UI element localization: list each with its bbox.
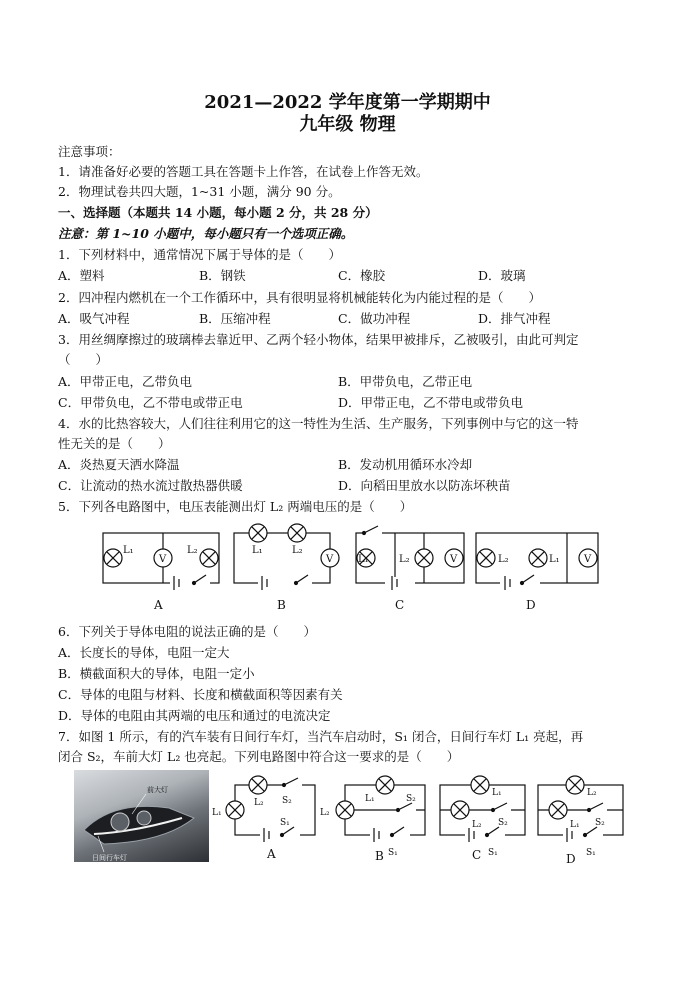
- option: A．长度长的导体，电阻一定大: [58, 645, 230, 660]
- note-item: 2．物理试卷共四大题，1~31 小题，满分 90 分。: [58, 184, 341, 199]
- lamp-label: L₁: [212, 808, 222, 818]
- option: C．让流动的热水流过散热器供暖: [58, 478, 243, 493]
- voltmeter-label: V: [326, 554, 334, 565]
- headlight-label: 前大灯: [147, 786, 168, 794]
- option: D．排气冲程: [478, 311, 551, 326]
- figure-label-d: D: [566, 852, 576, 866]
- option: A．炎热夏天洒水降温: [58, 457, 180, 472]
- option: A．吸气冲程: [58, 311, 130, 326]
- lamp-label: L₂: [292, 545, 303, 556]
- option: B．甲带负电，乙带正电: [338, 374, 473, 389]
- lamp-label: L₁: [549, 554, 560, 565]
- option: C．甲带负电，乙不带电或带正电: [58, 395, 243, 410]
- lamp-label: L₁: [492, 788, 502, 798]
- switch-label: S₂: [406, 794, 416, 804]
- question-stem: 3．用丝绸摩擦过的玻璃棒去靠近甲、乙两个轻小物体，结果甲被排斥，乙被吸引，由此可判定: [58, 332, 579, 347]
- question-stem: 2．四冲程内燃机在一个工作循环中，具有很明显将机械能转化为内能过程的是（ ）: [58, 290, 541, 305]
- lamp-label: L₂: [187, 545, 198, 556]
- exam-subject: 九年级 物理: [299, 114, 396, 135]
- figure-label-c: C: [472, 848, 482, 862]
- option: C．导体的电阻与材料、长度和横截面积等因素有关: [58, 687, 343, 702]
- voltmeter-label: V: [159, 554, 167, 565]
- notes-heading: 注意事项：: [58, 144, 121, 159]
- question-stem: 1．下列材料中，通常情况下属于导体的是（ ）: [58, 247, 341, 262]
- figure-label-c: C: [395, 598, 405, 612]
- daylight-label: 日间行车灯: [92, 854, 127, 862]
- option: C．做功冲程: [338, 311, 411, 326]
- figure-label-a: A: [267, 847, 276, 861]
- option: D．甲带正电，乙不带电或带负电: [338, 395, 524, 410]
- switch-label: S₁: [488, 848, 498, 858]
- question-stem: 4．水的比热容较大，人们往往利用它的这一特性为生活、生产服务，下列事例中与它的这一特: [58, 416, 579, 431]
- option: D．向稻田里放水以防冻坏秧苗: [338, 478, 511, 493]
- exam-title: 2021—2022 学年度第一学期期中: [204, 92, 491, 113]
- question-stem: 7．如图 1 所示，有的汽车装有日间行车灯，当汽车启动时，S₁ 闭合，日间行车灯 L₁ 亮起，再: [58, 729, 584, 744]
- lamp-label: L₂: [498, 554, 509, 565]
- lamp-label: L₁: [123, 545, 134, 556]
- lamp-label: L₂: [254, 798, 264, 808]
- lamp-label: L₁: [358, 554, 369, 565]
- note-item: 1．请准备好必要的答题工具在答题卡上作答，在试卷上作答无效。: [58, 164, 429, 179]
- question-stem-cont: （ ）: [58, 352, 109, 367]
- option: D．导体的电阻由其两端的电压和通过的电流决定: [58, 708, 331, 723]
- lamp-label: L₂: [320, 808, 330, 818]
- section-note: 注意：第 1~10 小题中，每小题只有一个选项正确。: [58, 226, 354, 241]
- switch-label: S₁: [388, 848, 398, 858]
- figure-label-b: B: [277, 598, 286, 612]
- lamp-label: L₂: [399, 554, 410, 565]
- option: D．玻璃: [478, 268, 526, 283]
- voltmeter-label: V: [450, 554, 458, 565]
- question-stem-cont: 闭合 S₂，车前大灯 L₂ 也亮起。下列电路图中符合这一要求的是（ ）: [58, 749, 460, 764]
- q7-circuits: [210, 765, 630, 870]
- car-headlight-photo: [74, 770, 209, 862]
- figure-label-a: A: [154, 598, 163, 612]
- lamp-label: L₂: [472, 820, 482, 830]
- option: B．横截面积大的导体，电阻一定小: [58, 666, 255, 681]
- switch-label: S₂: [595, 818, 605, 828]
- voltmeter-label: V: [584, 554, 592, 565]
- question-stem: 6．下列关于导体电阻的说法正确的是（ ）: [58, 624, 316, 639]
- option: B．发动机用循环水冷却: [338, 457, 473, 472]
- lamp-label: L₁: [570, 820, 580, 830]
- figure-label-d: D: [526, 598, 536, 612]
- option: A．塑料: [58, 268, 105, 283]
- switch-label: S₂: [282, 796, 292, 806]
- switch-label: S₁: [586, 848, 596, 858]
- figure-label-b: B: [375, 849, 384, 863]
- lamp-label: L₂: [587, 788, 597, 798]
- q5-circuits: [0, 515, 695, 615]
- option: C．橡胶: [338, 268, 386, 283]
- section-heading: 一、选择题（本题共 14 小题，每小题 2 分，共 28 分）: [58, 205, 378, 220]
- lamp-label: L₁: [365, 794, 375, 804]
- switch-label: S₂: [498, 818, 508, 828]
- lamp-label: L₁: [252, 545, 263, 556]
- switch-label: S₁: [280, 818, 290, 828]
- question-stem-cont: 性无关的是（ ）: [58, 436, 171, 451]
- option: A．甲带正电，乙带负电: [58, 374, 193, 389]
- option: B．钢铁: [199, 268, 246, 283]
- option: B．压缩冲程: [199, 311, 271, 326]
- question-stem: 5．下列各电路图中，电压表能测出灯 L₂ 两端电压的是（ ）: [58, 499, 413, 514]
